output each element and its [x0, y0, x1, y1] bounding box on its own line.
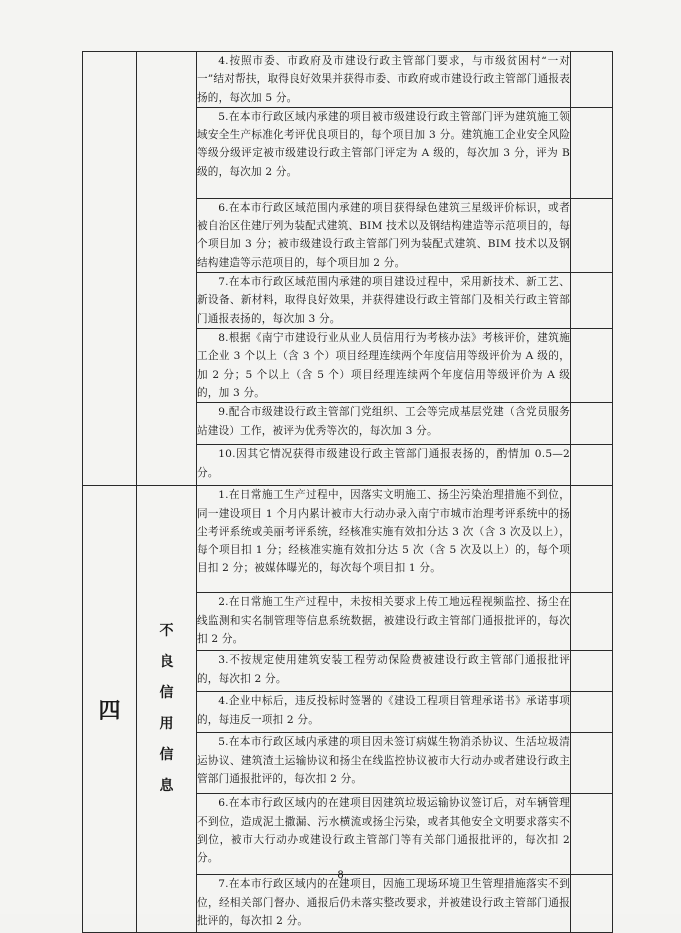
bonus-item-4: 4.按照市委、市政府及市建设行政主管部门要求，与市级贫困村“一对一”结对帮扶，取得良好效果并获得市委、市政府或市建设行政主管部门通报表扬的，每次加 5 分。: [197, 52, 571, 108]
score-cell: [571, 52, 613, 108]
penalty-item-1: 1.在日常施工生产过程中，因落实文明施工、扬尘污染治理措施不到位，同一建设项目 1 个月内累计被市大行动办录入南宁市城市治理考评系统中的扬尘考评系统或美丽考评系统，经核准实施有效扣分达 3 次（含 3 次及以上），每个项目扣 1 分；经核准实施有效扣分达 5 次（含 5 次及以上）的，每个项目扣 2 分；被媒体曝光的，每次每个项目扣 1 分。: [197, 486, 571, 593]
penalty-item-4: 4.企业中标后，违反投标时签署的《建设工程项目管理承诺书》承诺事项的，每违反一项扣 2 分。: [197, 692, 571, 733]
score-cell: [571, 651, 613, 692]
section-number-cell-empty: [83, 52, 137, 486]
credit-evaluation-table: [82, 51, 613, 933]
category-cell-empty: [137, 52, 197, 486]
bonus-item-9: 9.配合市级建设行政主管部门党组织、工会等完成基层党建（含党员服务站建设）工作，被评为优秀等次的，每次加 3 分。: [197, 403, 571, 445]
score-cell: [571, 875, 613, 933]
penalty-item-6: 6.在本市行政区域内的在建项目因建筑垃圾运输协议签订后，对车辆管理不到位，造成泥土撒漏、污水横流或扬尘污染，或者其他安全文明要求落实不到位，被市大行动办或建设行政主管部门等有关部门通报批评的，每次扣 2 分。: [197, 794, 571, 875]
score-cell: [571, 486, 613, 593]
table-row: [83, 486, 613, 593]
penalty-item-3: 3.不按规定使用建筑安装工程劳动保险费被建设行政主管部门通报批评的，每次扣 2 分。: [197, 651, 571, 692]
score-cell: [571, 593, 613, 651]
penalty-item-2: 2.在日常施工生产过程中，未按相关要求上传工地远程视频监控、扬尘在线监测和实名制管理等信息系统数据，被建设行政主管部门通报批评的，每次扣 2 分。: [197, 593, 571, 651]
score-cell: [571, 198, 613, 272]
bonus-item-8: 8.根据《南宁市建设行业从业人员信用行为考核办法》考核评价，建筑施工企业 3 个以上（含 3 个）项目经理连续两个年度信用等级评价为 A 级的，加 2 分；5 个以上（含 5 个）项目经理连续两个年度信用等级评价为 A 级的，加 3 分。: [197, 329, 571, 403]
penalty-item-5: 5.在本市行政区域内承建的项目因未签订病媒生物消杀协议、生活垃圾清运协议、建筑渣土运输协议和扬尘在线监控协议被市大行动办或者建设行政主管部门通报批评的，每次扣 2 分。: [197, 733, 571, 794]
score-cell: [571, 403, 613, 445]
page-number: 8: [337, 870, 344, 881]
category-label: 不 良 信 用 信 息: [137, 486, 197, 933]
penalty-item-7: 7.在本市行政区域内的在建项目，因施工现场环境卫生管理措施落实不到位，经相关部门督办、通报后仍未落实整改要求，并被建设行政主管部门通报批评的，每次扣 2 分。: [197, 875, 571, 933]
score-cell: [571, 733, 613, 794]
score-cell: [571, 445, 613, 486]
score-cell: [571, 107, 613, 198]
bonus-item-6: 6.在本市行政区域范围内承建的项目获得绿色建筑三星级评价标识，或者被自治区住建厅列为装配式建筑、BIM 技术以及钢结构建造等示范项目的，每个项目加 3 分；被市级建设行政主管部门列为装配式建筑、BIM 技术以及钢结构建造等示范项目的，每个项目加 2 分。: [197, 198, 571, 272]
score-cell: [571, 273, 613, 329]
score-cell: [571, 794, 613, 875]
score-cell: [571, 329, 613, 403]
table-row: [83, 52, 613, 108]
section-number: 四: [83, 486, 137, 933]
bonus-item-7: 7.在本市行政区域范围内承建的项目建设过程中，采用新技术、新工艺、新设备、新材料，取得良好效果，并获得建设行政主管部门及相关行政主管部门通报表扬的，每次加 3 分。: [197, 273, 571, 329]
score-cell: [571, 692, 613, 733]
bonus-item-10: 10.因其它情况获得市级建设行政主管部门通报表扬的，酌情加 0.5—2 分。: [197, 445, 571, 486]
bonus-item-5: 5.在本市行政区域内承建的项目被市级建设行政主管部门评为建筑施工领域安全生产标准化考评优良项目的，每个项目加 3 分。建筑施工企业安全风险等级分级评定被市级建设行政主管部门评定为 A 级的，每次加 3 分，评为 B 级的，每次加 2 分。: [197, 107, 571, 198]
